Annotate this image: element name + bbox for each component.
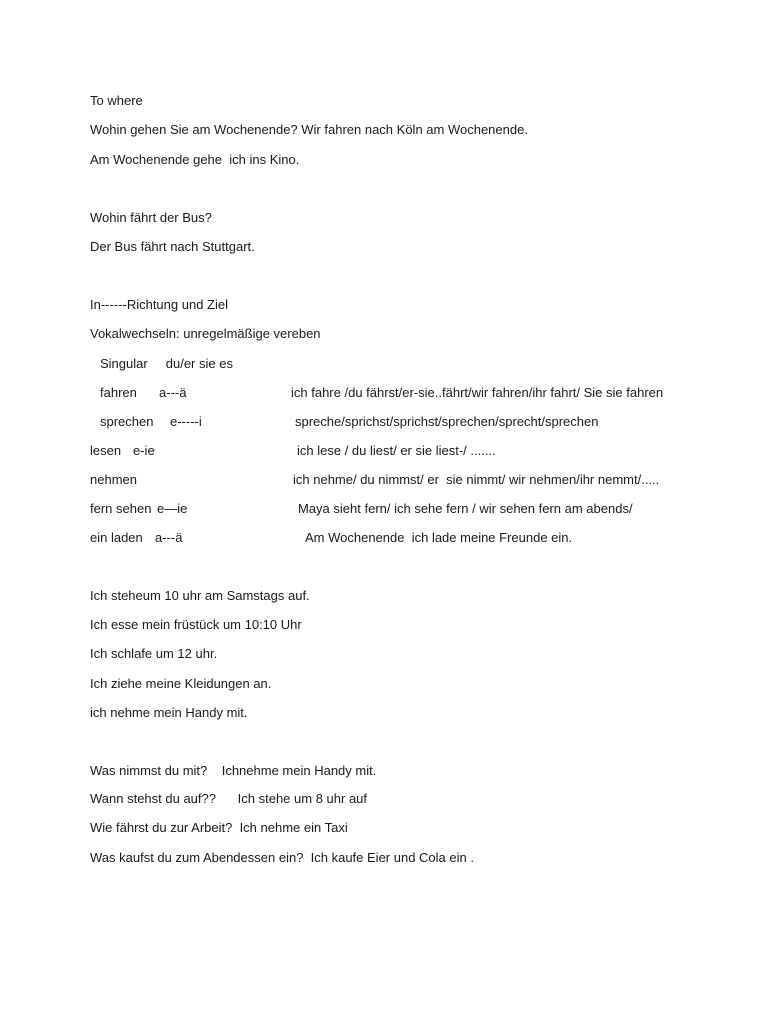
conjugation-cell: ich lese / du liest/ er sie liest-/ ....... (297, 443, 496, 458)
verb-cell: ein laden (90, 530, 143, 545)
intro-line: Am Wochenende gehe ich ins Kino. (90, 152, 300, 167)
bus-line: Der Bus fährt nach Stuttgart. (90, 239, 255, 254)
conjugation-cell: ich nehme/ du nimmst/ er sie nimmt/ wir nehmen/ihr nemmt/..... (293, 472, 660, 487)
verb-cell: nehmen (90, 472, 137, 487)
qa-line: Was nimmst du mit? Ichnehme mein Handy mit. (90, 763, 377, 778)
grammar-header-row: Singular du/er sie es (100, 356, 233, 371)
routine-line: ich nehme mein Handy mit. (90, 705, 248, 720)
verb-cell: fern sehen (90, 501, 152, 516)
conjugation-cell: spreche/sprichst/sprichst/sprechen/sprecht/sprechen (295, 414, 599, 429)
qa-line: Was kaufst du zum Abendessen ein? Ich kaufe Eier und Cola ein . (90, 850, 474, 865)
intro-line: Wohin gehen Sie am Wochenende? Wir fahren nach Köln am Wochenende. (90, 122, 528, 137)
grammar-heading: Vokalwechseln: unregelmäßige vereben (90, 326, 321, 341)
conjugation-cell: Maya sieht fern/ ich sehe fern / wir sehen fern am abends/ (298, 501, 633, 516)
vowel-change-cell: a---ä (159, 385, 187, 400)
conjugation-cell: Am Wochenende ich lade meine Freunde ein. (305, 530, 573, 545)
conjugation-cell: ich fahre /du fährst/er-sie..fährt/wir fahren/ihr fahrt/ Sie sie fahren (291, 385, 664, 400)
verb-cell: fahren (100, 385, 137, 400)
routine-line: Ich schlafe um 12 uhr. (90, 646, 218, 661)
qa-line: Wann stehst du auf?? Ich stehe um 8 uhr auf (90, 791, 368, 806)
grammar-heading: In------Richtung und Ziel (90, 297, 228, 312)
vowel-change-cell: e-ie (133, 443, 155, 458)
verb-cell: sprechen (100, 414, 154, 429)
vowel-change-cell: a---ä (155, 530, 183, 545)
routine-line: Ich ziehe meine Kleidungen an. (90, 676, 272, 691)
verb-cell: lesen (90, 443, 122, 458)
bus-line: Wohin fährt der Bus? (90, 210, 212, 225)
intro-line: To where (90, 93, 143, 108)
routine-line: Ich esse mein früstück um 10:10 Uhr (90, 617, 302, 632)
routine-line: Ich steheum 10 uhr am Samstags auf. (90, 588, 310, 603)
qa-line: Wie fährst du zur Arbeit? Ich nehme ein Taxi (90, 820, 348, 835)
vowel-change-cell: e—ie (157, 501, 188, 516)
vowel-change-cell: e-----i (170, 414, 202, 429)
